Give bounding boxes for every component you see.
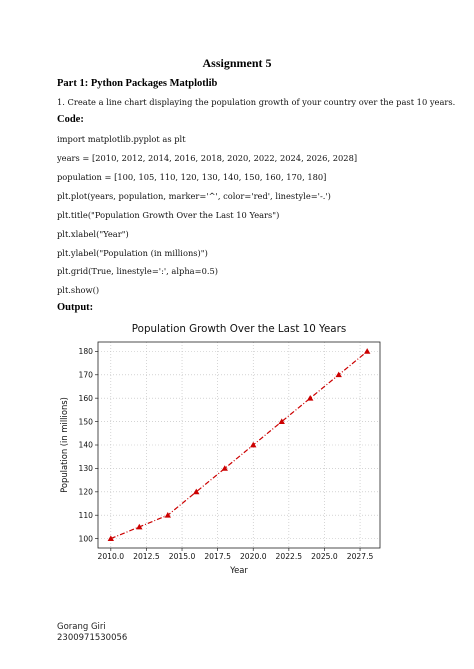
y-tick-label: 180 (78, 347, 93, 357)
x-tick-label: 2015.0 (168, 552, 196, 561)
x-axis-label: Year (230, 565, 248, 575)
y-tick-label: 160 (78, 393, 93, 403)
code-line: plt.plot(years, population, marker='^', color='red', linestyle='-.') (57, 191, 331, 201)
y-tick-label: 140 (78, 440, 93, 450)
question-text: 1. Create a line chart displaying the population growth of your country over the past 10 years. (57, 97, 456, 107)
author-id: 2300971530056 (57, 633, 128, 643)
data-point-marker (364, 348, 370, 354)
y-tick-label: 110 (78, 510, 93, 520)
x-tick-label: 2010.0 (97, 552, 125, 561)
y-tick-label: 170 (78, 370, 93, 380)
grid-lines (98, 342, 380, 548)
x-tick-label: 2027.5 (346, 552, 374, 561)
code-line: plt.title("Population Growth Over the Last 10 Years") (57, 210, 280, 220)
code-line: plt.ylabel("Population (in millions)") (57, 248, 208, 258)
code-line: import matplotlib.pyplot as plt (57, 134, 186, 144)
code-label: Code: (57, 114, 84, 125)
data-point-marker (250, 442, 256, 448)
author-footer (57, 622, 127, 644)
code-line: plt.xlabel("Year") (57, 229, 129, 239)
x-tick-label: 2025.0 (311, 552, 338, 561)
data-point-marker (222, 465, 228, 471)
code-line: population = [100, 105, 110, 120, 130, 140, 150, 160, 170, 180] (57, 172, 327, 182)
x-tick-label: 2022.5 (275, 552, 303, 561)
y-axis-label: Population (in millions) (59, 397, 69, 493)
x-tick-label: 2017.5 (204, 552, 231, 561)
part-heading: Part 1: Python Packages Matplotlib (57, 78, 218, 89)
axis-ticks (79, 347, 374, 561)
y-tick-label: 120 (78, 487, 93, 497)
code-line: plt.show() (57, 285, 100, 295)
code-line: years = [2010, 2012, 2014, 2016, 2018, 2020, 2022, 2024, 2026, 2028] (57, 153, 358, 163)
output-label: Output: (57, 302, 94, 313)
population-line-chart (55, 316, 390, 581)
chart-title: Population Growth Over the Last 10 Years (131, 323, 347, 335)
data-point-marker (307, 395, 313, 401)
x-tick-label: 2020.0 (239, 552, 267, 561)
y-tick-label: 150 (78, 417, 93, 427)
x-tick-label: 2012.5 (133, 552, 160, 561)
author-name: Gorang Giri (57, 622, 106, 632)
document-title: Assignment 5 (202, 56, 272, 70)
data-point-marker (335, 372, 341, 378)
y-tick-label: 130 (78, 464, 93, 474)
y-tick-label: 100 (78, 534, 93, 544)
data-series (108, 348, 371, 541)
code-line: plt.grid(True, linestyle=':', alpha=0.5) (57, 266, 219, 276)
